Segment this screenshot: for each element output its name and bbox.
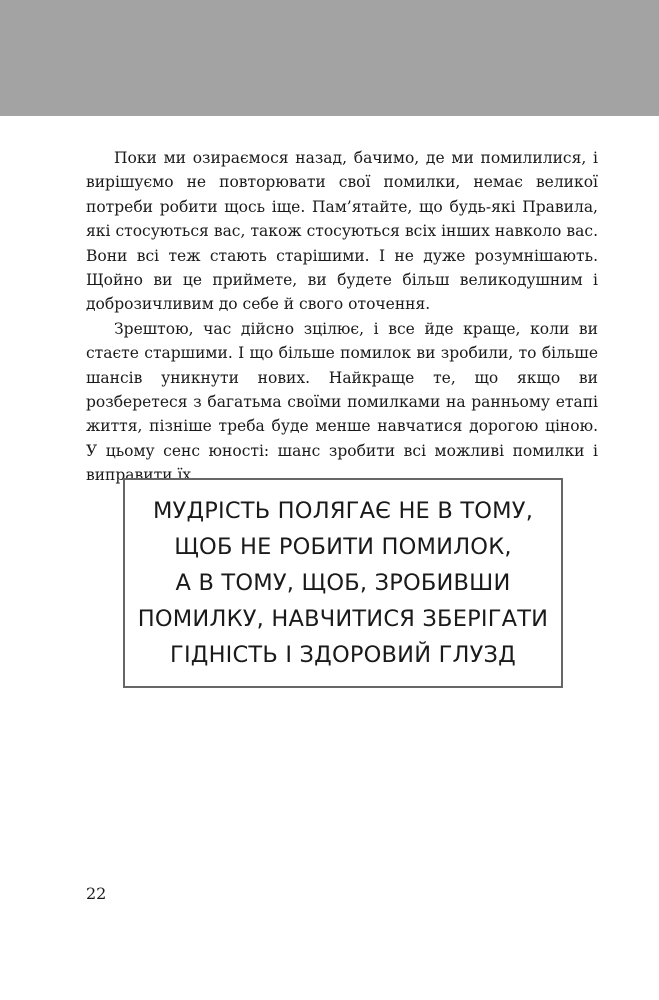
quote-line-5: ГІДНІСТЬ І ЗДОРОВИЙ ГЛУЗД	[170, 642, 516, 668]
body-text	[86, 146, 598, 488]
quote-line-4: ПОМИЛКУ, НАВЧИТИСЯ ЗБЕРІГАТИ	[137, 606, 549, 632]
quote-line-1: МУДРІСТЬ ПОЛЯГАЄ НЕ В ТОМУ,	[152, 498, 534, 524]
quote-text	[128, 493, 558, 673]
header-band	[0, 0, 659, 116]
quote-box	[123, 478, 563, 688]
quote-line-3: А В ТОМУ, ЩОБ, ЗРОБИВШИ	[175, 570, 511, 596]
quote-line-2: ЩОБ НЕ РОБИТИ ПОМИЛОК,	[174, 534, 512, 560]
paragraph-1: Поки ми озираємося назад, бачимо, де ми помилилися, і вирішуємо не повторювати свої помилки, немає великої потреби робити щось іще. Пам’ятайте, що будь-які Правила, які стосуються вас, також стосуються всіх інших навколо вас. Вони всі теж стають старішими. І не дуже розумнішають. Щойно ви це приймете, ви будете більш великодушним і доброзичливим до себе й свого оточення.	[86, 149, 598, 314]
page-number: 22	[86, 884, 107, 903]
paragraph-2: Зрештою, час дійсно зцілює, і все йде краще, коли ви стаєте старшими. І що більше помилок ви зробили, то більше шансів уникнути нових. Найкраще те, що якщо ви розберетеся з багатьма своїми помилками на ранньому етапі життя, пізніше треба буде менше навчатися дорогою ціною. У цьому сенс юності: шанс зробити всі можливі помилки і виправити їх.	[86, 319, 598, 485]
